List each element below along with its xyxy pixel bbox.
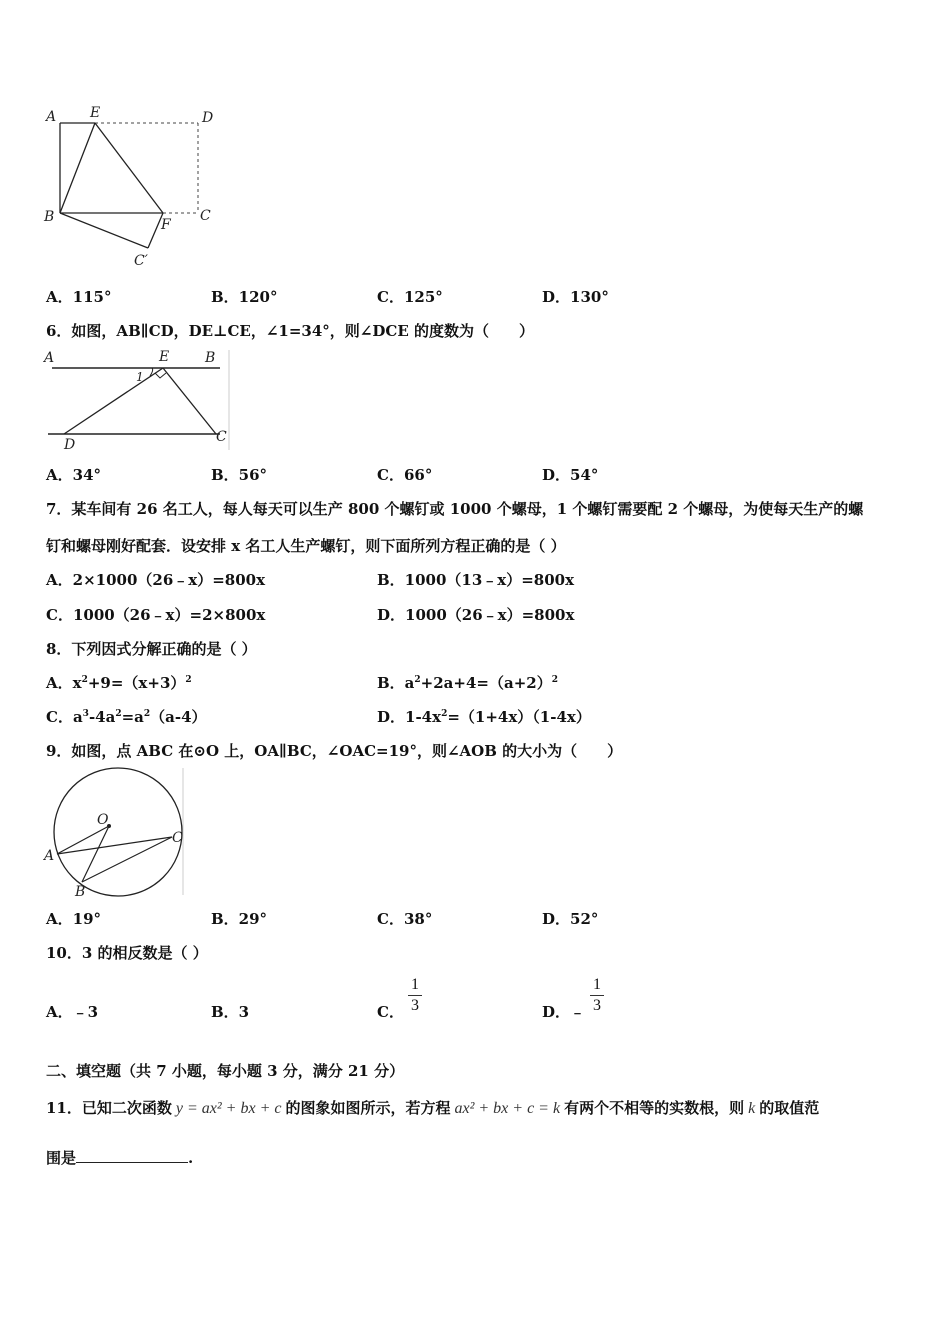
q10-option-a: A．﹣3 [46, 1003, 99, 1021]
q9-label-C: C [172, 830, 183, 846]
q10-option-c: C． [377, 1003, 404, 1021]
q11-function: y = ax² + bx + c [175, 1100, 282, 1117]
q6-label-C: C [216, 429, 227, 445]
q8-option-b: B．$a^2+2a+4=(a+2)^2$ [377, 674, 558, 692]
q10-option-d: D．﹣ [542, 1003, 586, 1021]
q6-stem: 6．如图，AB∥CD，DE⊥CE，∠1=34°，则∠DCE 的度数为（ ） [46, 322, 534, 340]
q5-option-c: C．125° [377, 288, 443, 306]
q9-figure [40, 765, 190, 900]
q5-label-C-prime: C′ [134, 253, 148, 269]
q5-label-B: B [44, 209, 55, 225]
q10-option-c-fraction: 1 3 [408, 976, 422, 1015]
q5-option-a: A．115° [46, 288, 112, 306]
q5-label-D: D [202, 110, 214, 126]
q10-option-d-fraction: 1 3 [590, 976, 604, 1015]
q6-label-E: E [159, 349, 170, 365]
q10-stem: 10．3 的相反数是（ ） [46, 944, 208, 962]
q9-label-O: O [97, 812, 109, 828]
q6-label-1: 1 [136, 370, 144, 384]
q8-option-a: A．$x^2+9=(x+3)^2$ [46, 674, 192, 692]
q7-stem-line1: 7．某车间有 26 名工人，每人每天可以生产 800 个螺钉或 1000 个螺母，1 个螺钉需要配 2 个螺母，为使每天生产的螺 [46, 500, 864, 518]
q6-option-d: D．54° [542, 466, 599, 484]
q6-label-B: B [205, 350, 216, 366]
q9-label-A: A [44, 848, 55, 864]
q5-label-C: C [200, 208, 211, 224]
q5-label-A: A [46, 109, 57, 125]
q11-equation: ax² + bx + c = k [454, 1100, 561, 1117]
q9-option-c: C．38° [377, 910, 433, 928]
q6-figure [40, 345, 235, 453]
q11-stem-line2: 围是 . [46, 1149, 194, 1167]
q5-label-E: E [90, 105, 101, 121]
q7-option-b: B．1000（13﹣x）=800x [377, 571, 575, 589]
q11-stem-line1: 11．已知二次函数 y = ax² + bx + c 的图象如图所示，若方程 ax² + bx + c = k 有两个不相等的实数根，则 k 的取值范 [46, 1099, 820, 1117]
q5-label-F: F [161, 217, 171, 233]
q10-option-b: B．3 [211, 1003, 250, 1021]
q5-option-d: D．130° [542, 288, 609, 306]
q7-option-a: A．2×1000（26﹣x）=800x [46, 571, 266, 589]
q7-option-c: C．1000（26﹣x）=2×800x [46, 606, 266, 624]
q6-option-a: A．34° [46, 466, 102, 484]
q6-option-c: C．66° [377, 466, 433, 484]
section2-title: 二、填空题（共 7 小题，每小题 3 分，满分 21 分） [46, 1062, 405, 1080]
q6-option-b: B．56° [211, 466, 268, 484]
q8-option-c: C．$a^3-4a^2=a^2(a-4)$ [46, 708, 207, 726]
q5-option-b: B．120° [211, 288, 278, 306]
q6-label-A: A [44, 350, 55, 366]
q9-label-B: B [75, 884, 86, 900]
q5-figure [40, 100, 230, 275]
q9-stem: 9．如图，点 ABC 在⊙O 上，OA∥BC，∠OAC=19°，则∠AOB 的大小为（ ） [46, 742, 623, 760]
q8-stem: 8．下列因式分解正确的是（ ） [46, 640, 257, 658]
q9-option-b: B．29° [211, 910, 268, 928]
q9-option-d: D．52° [542, 910, 599, 928]
q8-option-d: D．$1-4x^2=(1+4x)(1-4x)$ [377, 708, 591, 726]
q7-option-d: D．1000（26﹣x）=800x [377, 606, 575, 624]
q6-label-D: D [64, 437, 76, 453]
q7-stem-line2: 钉和螺母刚好配套．设安排 x 名工人生产螺钉，则下面所列方程正确的是（ ） [46, 537, 566, 555]
q11-answer-blank[interactable] [76, 1148, 188, 1163]
q9-option-a: A．19° [46, 910, 102, 928]
